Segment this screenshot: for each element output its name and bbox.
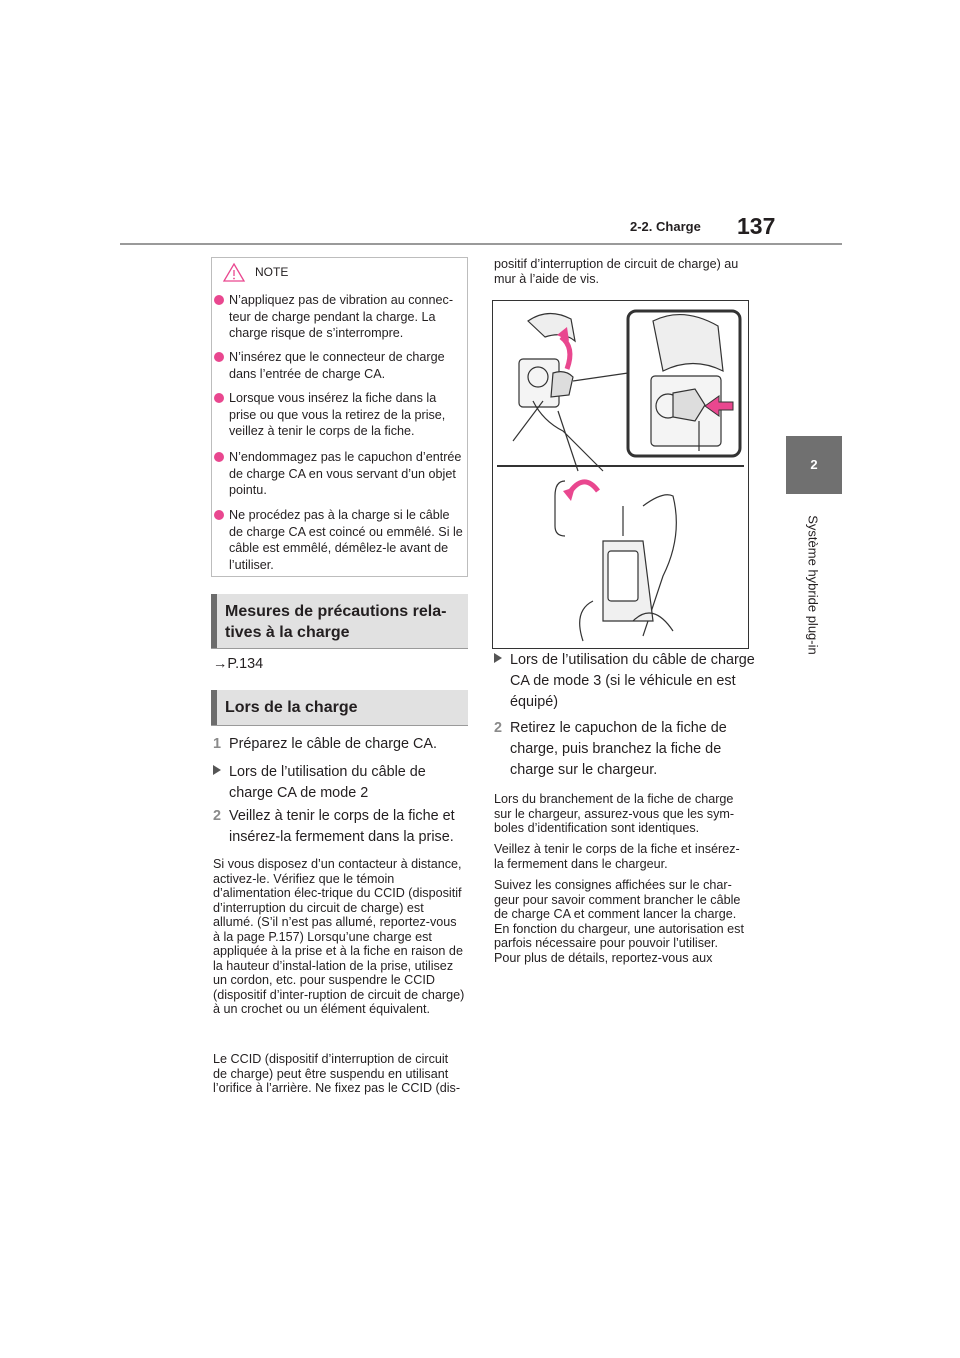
sub-heading: Lors de l’utilisation du câble de charge CA de mode 2 bbox=[213, 762, 469, 804]
step-1: 1 Préparez le câble de charge CA. bbox=[213, 736, 437, 752]
note-item: Ne procédez pas à la charge si le câble de charge CA est coincé ou emmêlé. Si le câble est emmêlé, démêlez-le avant de l’utiliser. bbox=[214, 507, 464, 573]
section-underline bbox=[211, 725, 468, 726]
section-header: 2-2. Charge bbox=[630, 219, 701, 234]
section-underline bbox=[211, 648, 468, 649]
sub-heading: Lors de l’utilisation du câble de charge CA de mode 3 (si le véhicule en est équipé) bbox=[494, 650, 760, 713]
bullet-icon bbox=[214, 295, 224, 305]
chapter-tab: 2 bbox=[786, 436, 842, 494]
note-item: N’appliquez pas de vibration au connec-teur de charge pendant la charge. La charge risque de s’interrompre. bbox=[214, 292, 464, 342]
step-2: 2 Retirez le capuchon de la fiche de charge, puis branchez la fiche de charge sur le chargeur. bbox=[494, 720, 727, 778]
note-item: N’insérez que le connecteur de charge dans l’entrée de charge CA. bbox=[214, 349, 464, 382]
paragraph: Lors du branchement de la fiche de charge sur le chargeur, assurez-vous que les sym-boles d’identification sont identiques. bbox=[494, 792, 735, 835]
paragraph: positif d’interruption de circuit de charge) au mur à l’aide de vis. bbox=[494, 257, 739, 286]
bullet-icon bbox=[214, 452, 224, 462]
section-heading: Mesures de précautions rela-tives à la charge bbox=[211, 594, 468, 648]
charging-illustration bbox=[493, 301, 748, 648]
triangle-bullet-icon bbox=[494, 653, 502, 663]
page-reference: →P.134 bbox=[213, 656, 264, 672]
page-number: 137 bbox=[737, 213, 776, 239]
paragraph: Veillez à tenir le corps de la fiche et insérez-la fermement dans le chargeur. bbox=[494, 842, 740, 871]
header-divider bbox=[120, 243, 842, 245]
illustration-charging bbox=[492, 300, 749, 649]
triangle-bullet-icon bbox=[213, 765, 221, 775]
note-item: N’endommagez pas le capuchon d’entrée de charge CA en vous servant d’un objet pointu. bbox=[214, 449, 464, 499]
note-label: NOTE bbox=[255, 265, 289, 279]
chapter-title: Système hybride plug-in bbox=[805, 515, 821, 655]
paragraph: Si vous disposez d’un contacteur à distance, activez-le. Vérifiez que le témoin d’alimentation élec-trique du CCID (dispositif d’interruption du circuit de charge) est allumé. (S’il n’est pas allumé, reportez-vous à la page P.157) Lorsqu’une charge est appliquée à la prise et à la fiche en raison de la hauteur d’instal-lation de la prise, utilisez un cordon, etc. pour suspendre le CCID (dispositif d’inter-ruption de circuit de charge) à un crochet ou un élément équivalent. bbox=[213, 857, 465, 1016]
section-heading: Lors de la charge bbox=[211, 690, 468, 725]
warning-icon bbox=[222, 262, 246, 283]
bullet-icon bbox=[214, 510, 224, 520]
step-2: 2 Veillez à tenir le corps de la fiche et insérez-la fermement dans la prise. bbox=[213, 808, 455, 845]
paragraph: Le CCID (dispositif d’interruption de circuit de charge) peut être suspendu en utilisant l’orifice à l’arrière. Ne fixez pas le CCID (dis- bbox=[213, 1052, 461, 1095]
bullet-icon bbox=[214, 393, 224, 403]
note-item: Lorsque vous insérez la fiche dans la prise ou que vous la retirez de la prise, veillez à tenir le corps de la fiche. bbox=[214, 390, 464, 440]
paragraph: Suivez les consignes affichées sur le char-geur pour savoir comment brancher le câble de charge CA et comment lancer la charge. En fonction du chargeur, une autorisation est parfois nécessaire pour pouvoir l’utiliser. Pour plus de détails, reportez-vous aux bbox=[494, 878, 744, 965]
bullet-icon bbox=[214, 352, 224, 362]
